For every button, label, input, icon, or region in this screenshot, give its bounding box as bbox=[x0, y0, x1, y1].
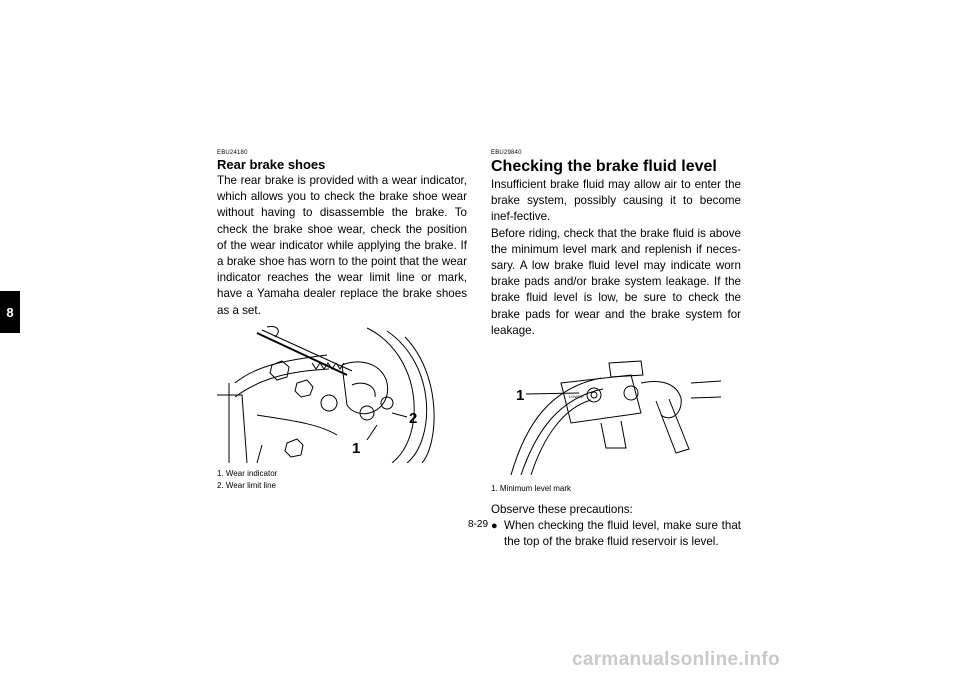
bullet-icon: ● bbox=[491, 520, 498, 533]
body-text: Insufficient brake fluid may allow air to enter the brake system, possibly causing it to become inef-fective. bbox=[491, 178, 741, 224]
body-text: Before riding, check that the brake fluid is above the minimum level mark and replenish if neces-sary. A low brake fluid level may indicate worn brake pads and/or brake system leakage. If the brake fluid level is low, be sure to check the brake pads for wear and the brake system for leakage. bbox=[491, 226, 741, 337]
section-code: EBU29840 bbox=[491, 150, 522, 156]
watermark: carmanualsonline.info bbox=[572, 649, 780, 670]
rear-brake-drawing bbox=[217, 325, 437, 463]
bullet-text: When checking the fluid level, make sure that the top of the brake fluid reservoir is level. bbox=[504, 519, 741, 549]
section-code: EBU24180 bbox=[217, 150, 248, 156]
brake-reservoir-drawing bbox=[491, 353, 721, 475]
body-text: The rear brake is provided with a wear indicator, which allows you to check the brake shoe wear without having to disassemble the brake. To check the brake shoe wear, check the position of the wear indicator while applying the brake. If a brake shoe has worn to the point that the wear indicator reaches the wear limit line or mark, have a Yamaha dealer replace the brake shoes as a set. bbox=[217, 174, 467, 317]
callout-1: 1 bbox=[352, 439, 361, 457]
right-column bbox=[491, 150, 741, 551]
left-column bbox=[217, 150, 467, 492]
callout-1: 1 bbox=[516, 387, 525, 405]
bullet-item bbox=[491, 518, 741, 550]
chapter-tab: 8 bbox=[0, 291, 20, 333]
brake-shoe-illustration bbox=[217, 325, 467, 468]
callout-2: 2 bbox=[409, 409, 418, 427]
section-heading: Checking the brake fluid level bbox=[491, 158, 717, 175]
caption-item: 1. Wear indicator bbox=[217, 468, 278, 478]
reservoir-level-label: LOWER bbox=[569, 394, 584, 400]
brake-reservoir-illustration bbox=[491, 353, 741, 480]
caption-item: 1. Minimum level mark bbox=[491, 484, 572, 494]
caption-item: 2. Wear limit line bbox=[217, 480, 276, 490]
section-heading: Rear brake shoes bbox=[217, 157, 326, 172]
figure-captions bbox=[491, 483, 741, 495]
page-number: 8-29 bbox=[468, 519, 489, 530]
figure-captions bbox=[217, 468, 467, 492]
observe-text: Observe these precautions: bbox=[491, 503, 633, 517]
